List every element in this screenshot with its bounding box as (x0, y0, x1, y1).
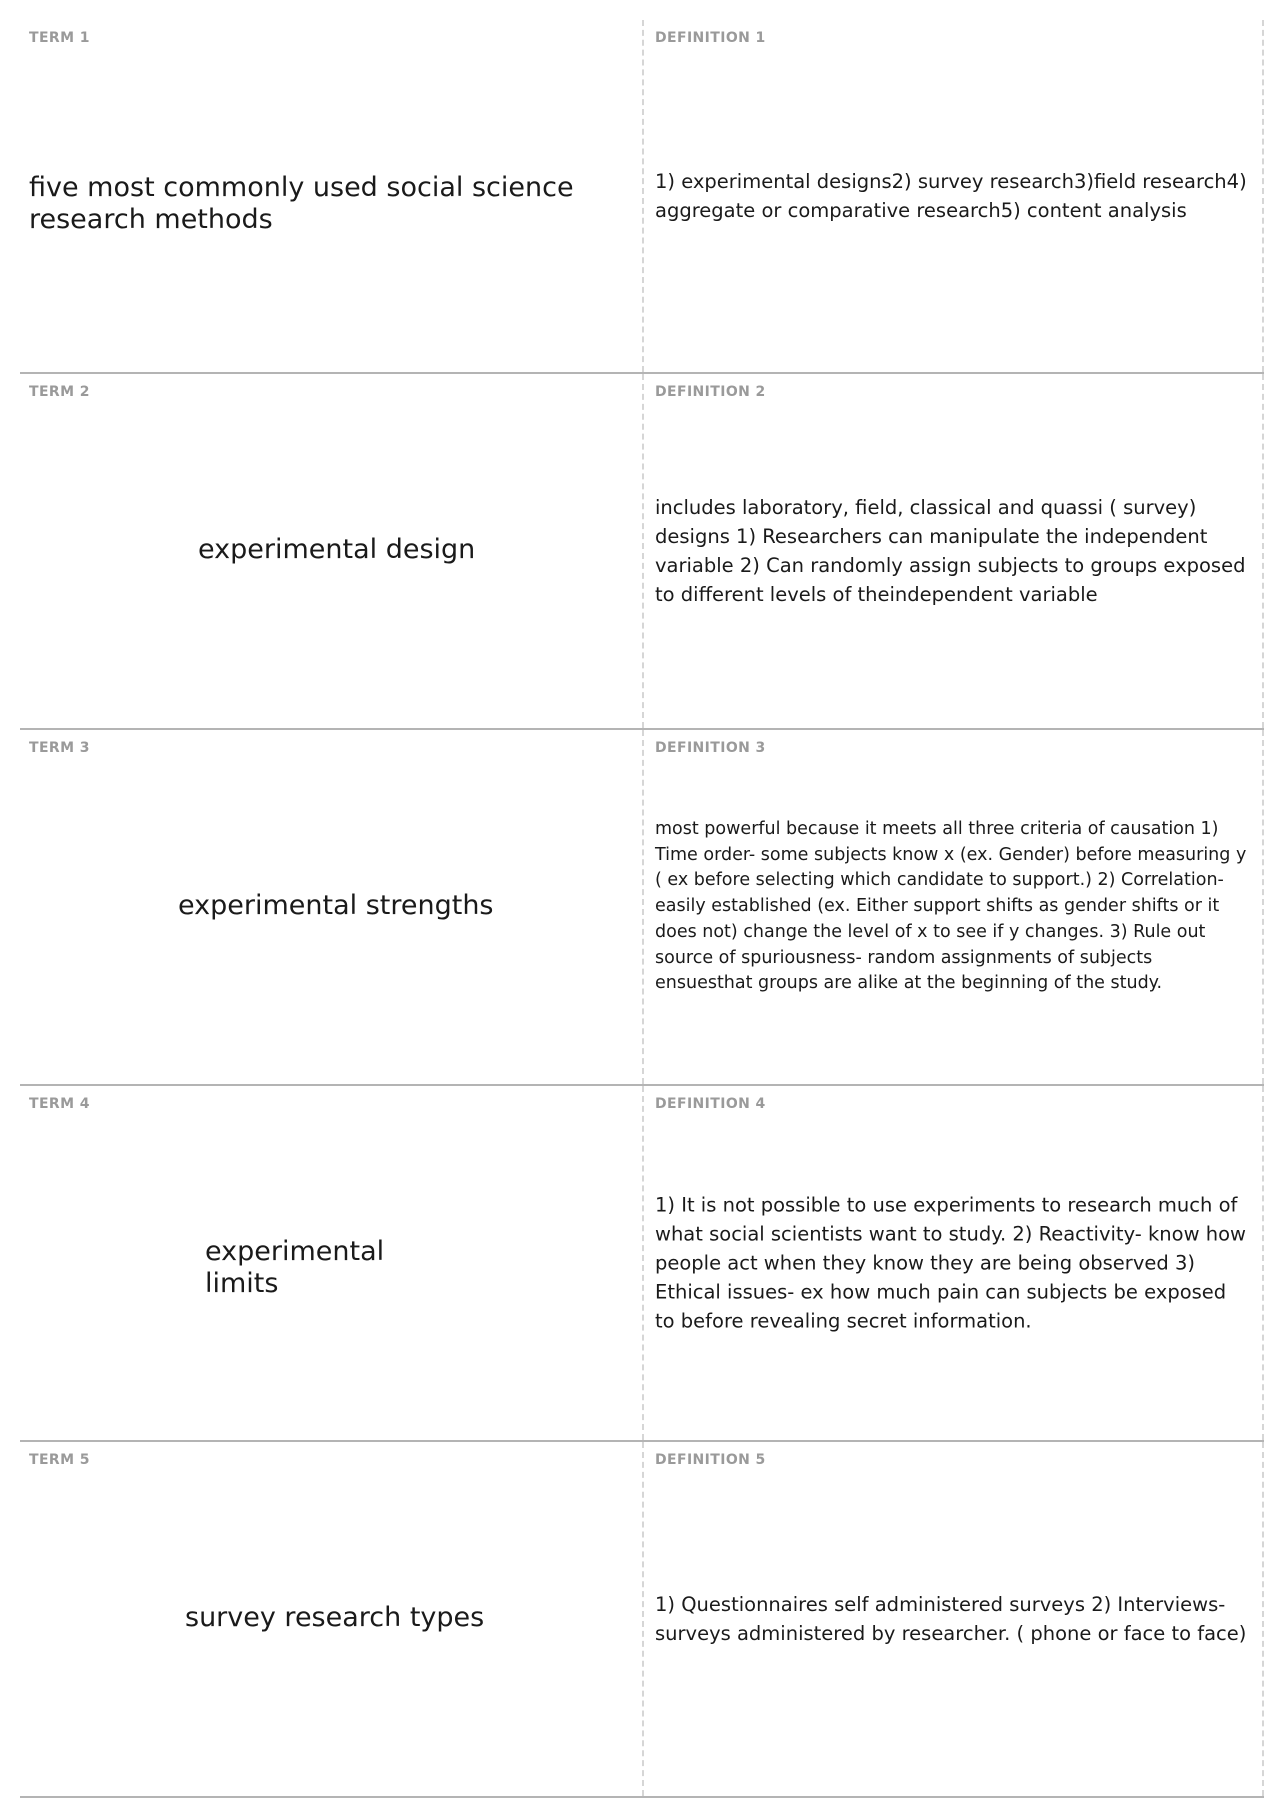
term-text: survey research types (185, 1602, 485, 1633)
definition-cell (642, 374, 1264, 728)
definition-label: DEFINITION 3 (655, 740, 766, 756)
flashcard-row (20, 1442, 1264, 1798)
definition-cell (642, 20, 1264, 372)
flashcard-row (20, 20, 1264, 374)
term-cell (20, 374, 642, 728)
definition-cell (642, 730, 1264, 1084)
term-label: TERM 2 (29, 384, 90, 400)
term-label: TERM 3 (29, 740, 90, 756)
term-label: TERM 4 (29, 1096, 90, 1112)
term-cell (20, 1086, 642, 1440)
term-text: experimental limits (205, 1236, 385, 1299)
definition-text: 1) experimental designs2) survey research3)field research4) aggregate or comparative research5) content analysis (655, 170, 1247, 222)
term-text: experimental strengths (178, 890, 494, 921)
flashcard-sheet (20, 20, 1264, 1798)
definition-label: DEFINITION 1 (655, 30, 766, 46)
definition-text: 1) It is not possible to use experiments to research much of what social scientists want to study. 2) Reactivity- know how people act when they know they are being observed 3) Ethical issues- ex how much pain can subjects be exposed to before revealing secret information. (655, 1193, 1246, 1333)
term-text: five most commonly used social science research methods (29, 172, 574, 235)
term-cell (20, 20, 642, 372)
definition-text: 1) Questionnaires self administered surveys 2) Interviews- surveys administered by researcher. ( phone or face to face) (655, 1593, 1247, 1645)
definition-label: DEFINITION 5 (655, 1452, 766, 1468)
flashcard-row (20, 730, 1264, 1086)
definition-label: DEFINITION 4 (655, 1096, 766, 1112)
definition-label: DEFINITION 2 (655, 384, 766, 400)
flashcard-row (20, 374, 1264, 730)
definition-text: most powerful because it meets all three criteria of causation 1) Time order- some subjects know x (ex. Gender) before measuring y ( ex before selecting which candidate to support.) 2) Correlation- easily established (ex. Either support shifts as gender shifts or it does not) change the level of x to see if y changes. 3) Rule out source of spuriousness- random assignments of subjects ensuesthat groups are alike at the beginning of the study. (655, 819, 1247, 994)
term-label: TERM 1 (29, 30, 90, 46)
term-label: TERM 5 (29, 1452, 90, 1468)
flashcard-row (20, 1086, 1264, 1442)
definition-cell (642, 1442, 1264, 1796)
definition-text: includes laboratory, field, classical and quassi ( survey) designs 1) Researchers can manipulate the independent variable 2) Can randomly assign subjects to groups exposed to different levels of theindependent variable (655, 496, 1246, 606)
term-text: experimental design (198, 534, 476, 565)
term-cell (20, 1442, 642, 1796)
term-cell (20, 730, 642, 1084)
definition-cell (642, 1086, 1264, 1440)
